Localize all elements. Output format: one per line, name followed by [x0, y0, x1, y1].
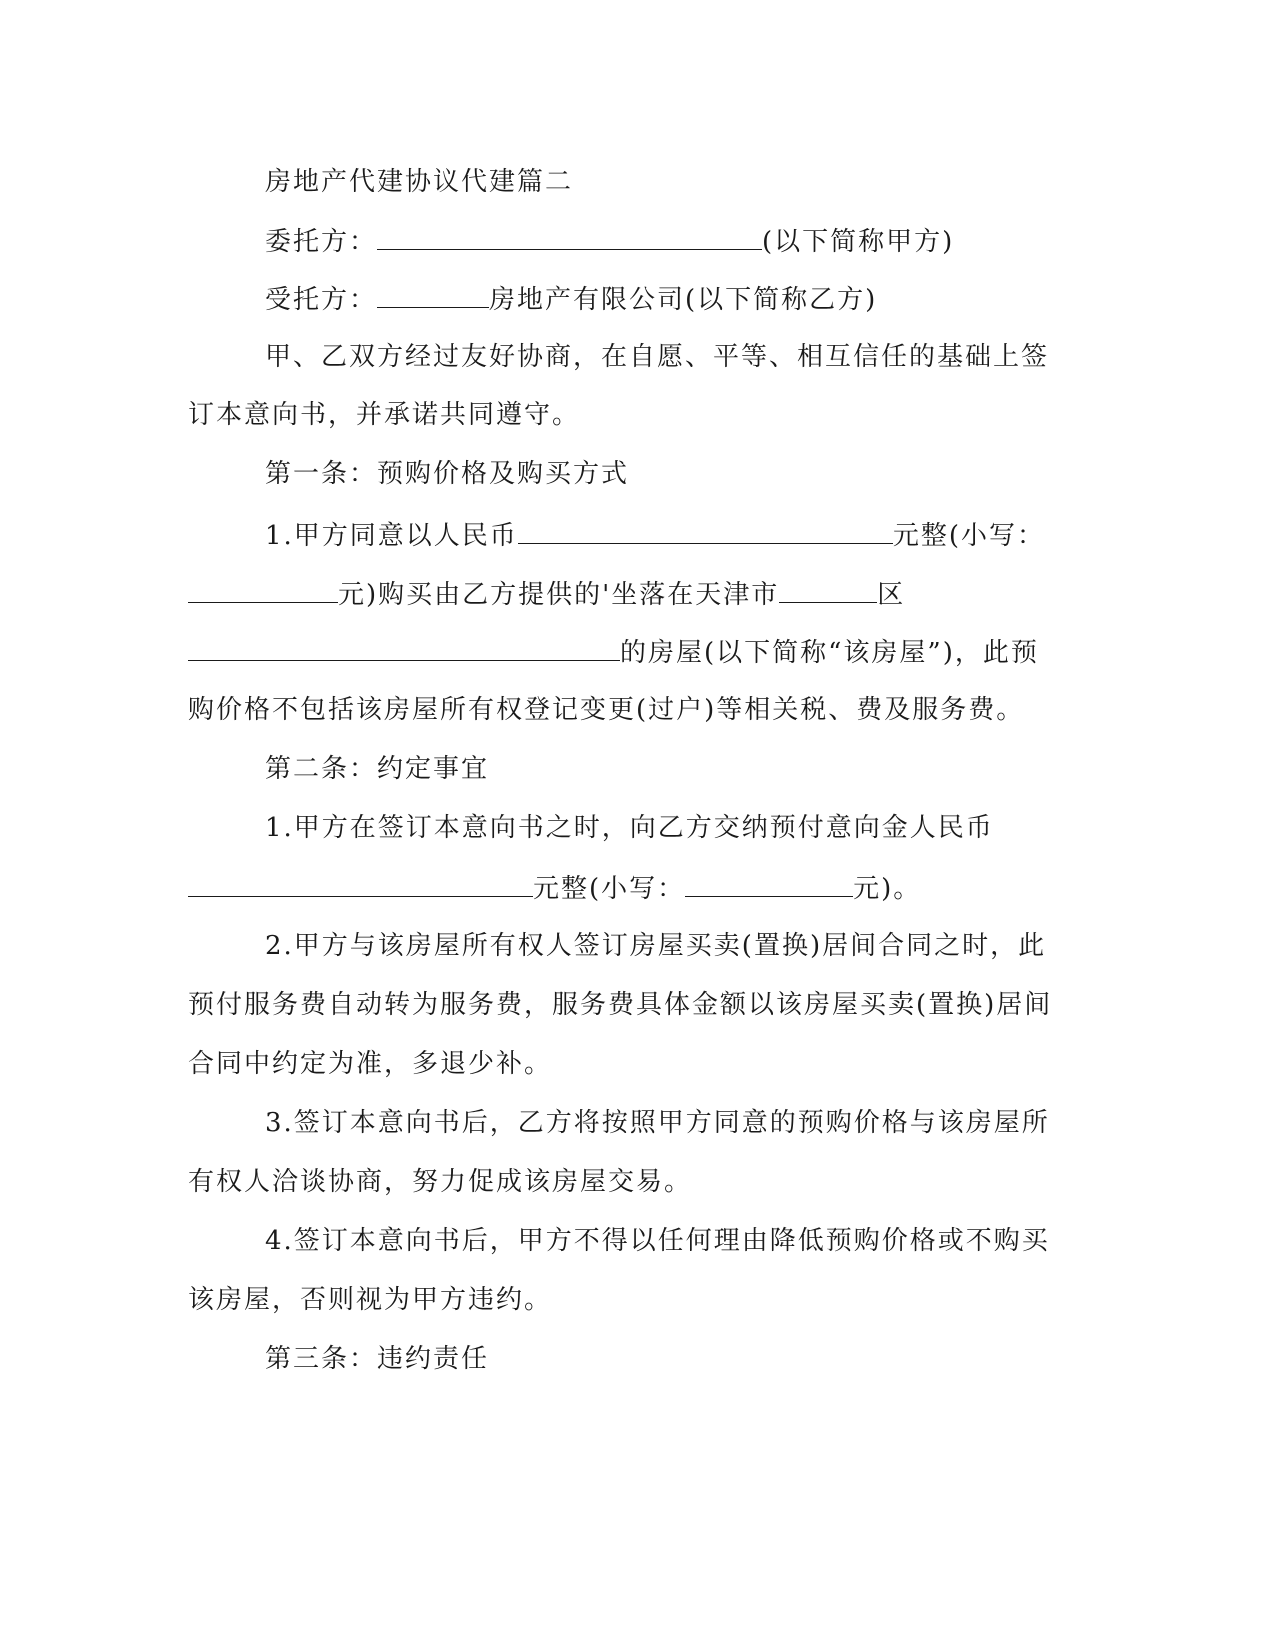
article-2-para-3-line-2: 有权人洽谈协商，努力促成该房屋交易。: [188, 1167, 693, 1197]
article-2-para-1-line-1: 1.甲方在签订本意向书之时，向乙方交纳预付意向金人民币: [265, 813, 994, 843]
client-line: [265, 223, 954, 259]
client-suffix: (以下简称甲方): [762, 227, 955, 257]
district-blank: [779, 576, 877, 603]
deposit-number-blank: [685, 870, 853, 897]
article-2-para-4-line-1: 4.签订本意向书后，甲方不得以任何理由降低预购价格或不购买: [265, 1226, 1050, 1256]
article-1-para-1-line-2: 元)购买由乙方提供的'坐落在天津市 区: [188, 576, 905, 612]
article-1-para-1-line-3: 的房屋(以下简称“该房屋”)，此预: [188, 634, 1039, 670]
client-label: 委托方：: [265, 227, 378, 257]
price-words-blank: [518, 517, 893, 544]
agent-line: [265, 281, 877, 317]
intro-line-1: 甲、乙双方经过友好协商，在自愿、平等、相互信任的基础上签: [265, 342, 1050, 372]
article-2-para-2-line-1: 2.甲方与该房屋所有权人签订房屋买卖(置换)居间合同之时，此: [265, 931, 1047, 961]
article-1-para-1-line-1: 1.甲方同意以人民币 元整(小写：: [265, 517, 1045, 553]
article-1-title: 第一条：预购价格及购买方式: [265, 459, 630, 489]
article-2-para-1-line-2: 元整(小写： 元)。: [188, 870, 921, 906]
agent-label: 受托方：: [265, 285, 378, 315]
article-2-title: 第二条：约定事宜: [265, 754, 490, 784]
article-2-para-2-line-3: 合同中约定为准，多退少补。: [188, 1049, 553, 1079]
article-3-title: 第三条：违约责任: [265, 1344, 490, 1374]
document-title: 房地产代建协议代建篇二: [265, 167, 574, 197]
client-blank: [377, 223, 762, 250]
article-2-para-4-line-2: 该房屋，否则视为甲方违约。: [188, 1285, 553, 1315]
article-2-para-3-line-1: 3.签订本意向书后，乙方将按照甲方同意的预购价格与该房屋所: [265, 1108, 1050, 1138]
agent-suffix: 房地产有限公司(以下简称乙方): [489, 285, 878, 315]
agent-blank: [377, 281, 489, 308]
intro-line-2: 订本意向书，并承诺共同遵守。: [188, 400, 581, 430]
article-1-para-1-line-4: 购价格不包括该房屋所有权登记变更(过户)等相关税、费及服务费。: [188, 695, 1025, 725]
article-2-para-2-line-2: 预付服务费自动转为服务费，服务费具体金额以该房屋买卖(置换)居间: [188, 990, 1053, 1020]
address-blank: [188, 634, 620, 661]
price-number-blank: [188, 576, 338, 603]
deposit-words-blank: [188, 870, 533, 897]
